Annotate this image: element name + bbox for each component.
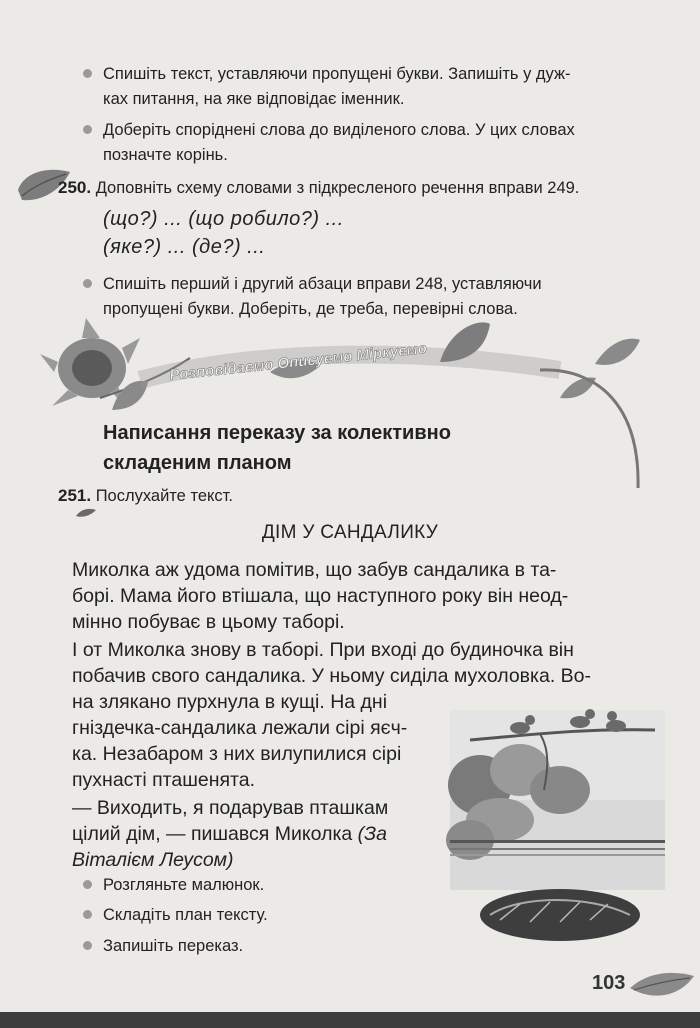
story-line: побачив свого сандалика. У ньому сиділа мухоловка. Во- [72,665,592,687]
task-item: Складіть план тексту. [103,906,268,924]
bullet-dot [83,125,92,134]
bullet-dot [83,941,92,950]
story-line: І от Миколка знову в таборі. При вході до будиночка він [72,639,574,661]
page-number: 103 [592,972,626,994]
exercise-250 [58,176,579,200]
bullet-dot [83,69,92,78]
bullet-dot [83,279,92,288]
bullet-text-1: Спишіть текст, уставляючи пропущені букви. Запишіть у дуж- [103,65,571,83]
leaf-corner-icon [628,966,696,1006]
story-line: ка. Незабаром з них вилупилися сірі [72,743,402,765]
small-leaf-icon [74,506,98,520]
story-line: — Виходить, я подарував пташкам [72,797,389,819]
task-item: Запишіть переказ. [103,937,244,955]
story-line-text: цілий дім, — пишався Миколка [72,823,358,845]
author-ref-part-1: (За [357,823,387,845]
bullet-text-1-cont: ках питання, на яке відповідає іменник. [103,90,405,108]
exercise-251 [58,484,233,508]
banner-text: Розповідаємо Описуємо Міркуємо [168,340,428,384]
story-line: пухнасті пташенята. [72,769,256,791]
section-heading-line-1: Написання переказу за колективно [103,422,451,444]
bullet-text-2-cont: позначте корінь. [103,146,228,164]
schema-line-1: (що?) ... (що робило?) ... [103,208,344,230]
bullet-text-3: Спишіть перший і другий абзаци вправи 248, уставляючи [103,275,542,293]
bullet-text-2: Доберіть споріднені слова до виділеного слова. У цих словах [103,121,575,139]
story-line: на злякано пурхнула в кущі. На дні [72,691,388,713]
story-line [72,821,387,847]
schema-line-2: (яке?) ... (де?) ... [103,236,266,258]
task-item: Розгляньте малюнок. [103,876,265,894]
author-ref-part-2: Віталієм Леусом) [72,849,234,871]
story-line: мінно побуває в цьому таборі. [72,611,345,633]
section-heading-line-2: складеним планом [103,452,292,474]
section-heading [103,418,451,478]
story-title: ДІМ У САНДАЛИКУ [261,522,439,543]
page-bottom-bar [0,1012,700,1028]
story-line: Миколка аж удома помітив, що забув сандалика в та- [72,559,557,581]
story-line: гніздечка-сандалика лежали сірі яєч- [72,717,408,739]
bullet-dot [83,880,92,889]
exercise-text: Послухайте текст. [95,487,233,505]
bullet-dot [83,910,92,919]
bullet-text-3-cont: пропущені букви. Доберіть, де треба, перевірні слова. [103,300,518,318]
story-line: борі. Мама його втішала, що наступного року він неод- [72,585,569,607]
exercise-number: 251. [58,486,92,505]
exercise-text: Доповніть схему словами з підкресленого речення вправи 249. [95,179,580,197]
birds-nest-illustration [440,690,670,950]
exercise-number: 250. [58,178,92,197]
